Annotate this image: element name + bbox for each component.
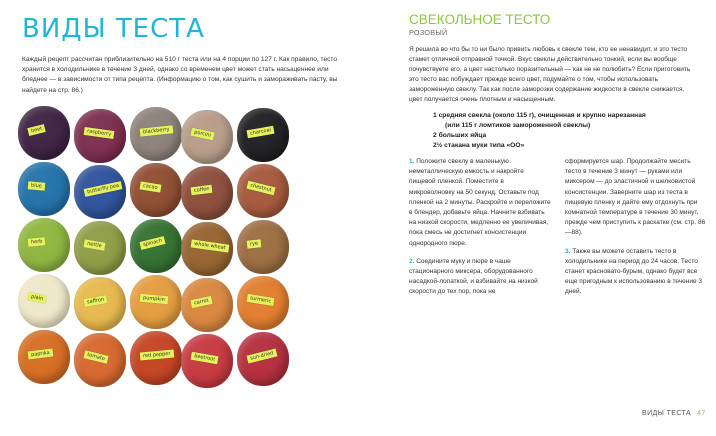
step-1 xyxy=(409,157,551,249)
dough-ball xyxy=(18,106,70,160)
dough-ball-label: rye xyxy=(247,239,262,248)
ingredient-item: 2 больших яйца xyxy=(433,132,487,139)
dough-ball-label: coffee xyxy=(191,185,213,196)
dough-ball-label: charcoal xyxy=(247,126,275,139)
step-text: Положите свеклу в маленькую неметаллическую емкость и накройте пищевой пленкой. Поместите в микроволновку на 50 секунд. Оставьте под пленкой на 2 минуты. Раскройте и переложите в блендер, добавьте яйца. Начните взбивать на низкой скорости, медленно ее увеличивая, пока смесь не достигнет консистенции однородного пюре. xyxy=(409,158,551,247)
step-2 xyxy=(409,257,551,298)
dough-ball-label: beet xyxy=(27,124,46,136)
page-title-left: ВИДЫ ТЕСТА xyxy=(22,14,205,44)
dough-ball-label: nettle xyxy=(83,239,105,250)
ingredients-list xyxy=(433,111,646,151)
ingredient-item: 2½ стакана муки типа «OO» xyxy=(433,142,525,149)
dough-ball-label: spinach xyxy=(139,236,166,250)
dough-ball-label: blue xyxy=(28,181,45,190)
dough-ball-label: chestnut xyxy=(246,181,275,196)
dough-balls-photo xyxy=(20,108,300,393)
dough-ball-label: sun-dried xyxy=(246,349,277,364)
step-3 xyxy=(565,247,707,298)
page-footer xyxy=(642,410,706,417)
footer-section: ВИДЫ ТЕСТА xyxy=(642,410,692,417)
step-text: Соедините муку и пюре в чаше стационарного миксера, оборудованного насадкой-лопаткой, и взбивайте на низкой скорости до тех пор, пока не xyxy=(409,257,538,296)
step-number: 1. xyxy=(409,158,415,165)
intro-paragraph: Каждый рецепт рассчитан приблизительно на 510 г теста или на 4 порции по 127 г. Как правило, тесто хранится в холодильнике в течение 3 дней, однако со временем цвет может стать насыщеннее или бледнее — в зависимости от типа рецепта. (Информацию о том, как сушить и замораживать пасту, вы найдете на стр. 86.) xyxy=(22,56,338,94)
dough-ball-label: pumpkin xyxy=(140,294,168,304)
ingredient-item: 1 средняя свекла (около 115 г), очищенная и крупно нарезанная xyxy=(433,112,646,119)
step-text: Также вы можете оставить тесто в холодильнике на период до 24 часов. Тесто станет красновато-бурым, однако будет все еще пригодным к использованию в течение 3 дней. xyxy=(565,247,703,296)
page-number: 47 xyxy=(697,410,706,417)
ingredient-item: (или 115 г ломтиков замороженной свеклы) xyxy=(445,122,591,129)
dough-ball-label: cacao xyxy=(140,181,162,192)
step-number: 2. xyxy=(409,257,415,265)
dough-ball-label: plain xyxy=(27,292,46,304)
dough-ball-label: beetroot xyxy=(191,352,219,365)
steps-column-2 xyxy=(565,157,707,306)
dough-ball-label: tomato xyxy=(83,350,108,364)
dough-ball-label: porcini xyxy=(190,128,214,141)
dough-ball-label: herb xyxy=(28,237,46,246)
dough-ball-label: whole wheat xyxy=(191,239,229,252)
recipe-intro: Я решила во что бы то ни было привить любовь к свекле тем, кто ее ненавидит, и это тесто стамет отличной отправной точкой. Вкус свеклы действительно тонкий, если вы вообще почувствуете его, а цвет настолько поразительный — как не не полюбить? Если приготовить это тесто вас побуждает прежде всего цвет, подумайте о том, чтобы использовать замороженную свеклу. Так как после заморозки содержание жидкости в свекле снижается, цвет получается очень плотным и насыщенным. xyxy=(409,46,691,103)
dough-ball-label: butterfly pea xyxy=(84,181,123,197)
dough-ball-label: saffron xyxy=(83,295,107,307)
dough-ball xyxy=(237,220,289,274)
dough-ball-label: raspberry xyxy=(84,127,115,139)
dough-ball-label: blackberry xyxy=(140,125,173,136)
dough-ball xyxy=(181,278,233,332)
recipe-title: СВЕКОЛЬНОЕ ТЕСТО xyxy=(409,12,551,27)
dough-ball-label: red pepper xyxy=(140,350,174,361)
dough-ball-label: carrot xyxy=(190,296,212,308)
step-2-continuation: сформируется шар. Продолжайте месить тесто в течение 3 минут — руками или миксером — до эластичной и шелковистой консистенции. Заверните шар из теста в пищевую пленку и дайте ему отдохнуть при комнатной температуре в течение 30 минут, прежде чем приступить к раскатке (см. стр. 86—88). xyxy=(565,158,706,237)
step-number: 3. xyxy=(565,247,571,255)
recipe-subtitle: РОЗОВЫЙ xyxy=(409,28,448,37)
dough-ball-label: paprika xyxy=(28,349,54,360)
dough-ball-label: turmeric xyxy=(247,294,275,306)
steps-column-1 xyxy=(409,157,551,306)
